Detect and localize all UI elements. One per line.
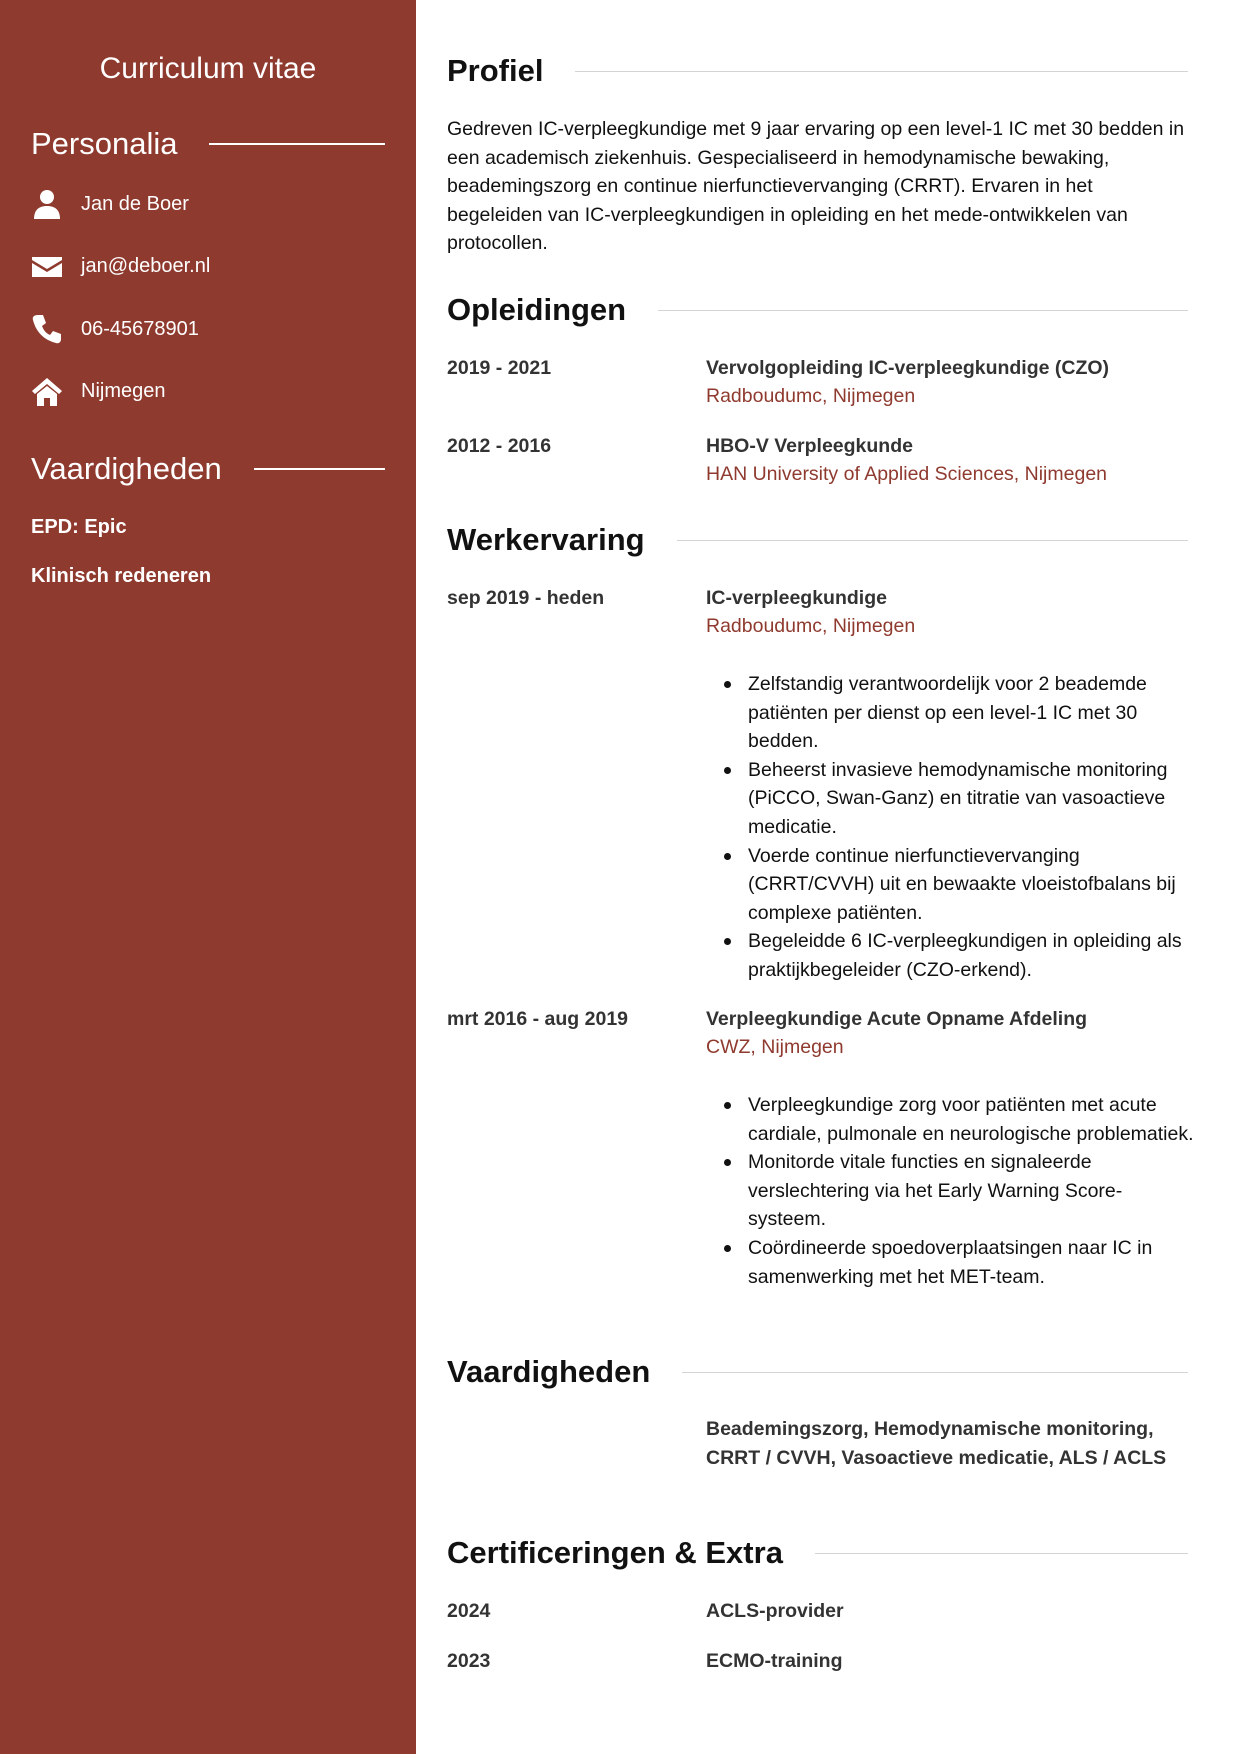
heading-divider <box>658 310 1188 311</box>
experience-date: mrt 2016 - aug 2019 <box>447 1008 629 1030</box>
skills-heading <box>447 1354 1188 1390</box>
contact-city-value: Nijmegen <box>81 379 166 402</box>
experience-bullets <box>706 1091 1194 1291</box>
heading-divider <box>254 468 385 470</box>
experience-employer: Radboudumc, Nijmegen <box>706 615 916 637</box>
heading-divider <box>815 1553 1188 1554</box>
contact-city <box>31 374 165 408</box>
education-heading-text: Opleidingen <box>447 292 627 327</box>
envelope-icon <box>31 249 65 283</box>
personalia-heading-text: Personalia <box>31 126 178 161</box>
contact-phone-value[interactable]: 06-45678901 <box>81 317 199 340</box>
sidebar-skill-item: EPD: Epic <box>31 516 127 538</box>
contact-phone <box>31 312 199 346</box>
contact-email-value[interactable]: jan@deboer.nl <box>81 254 211 277</box>
education-title: Vervolgopleiding IC-verpleegkundige (CZO) <box>706 357 1110 379</box>
experience-date: sep 2019 - heden <box>447 587 605 609</box>
bullet-item: Verpleegkundige zorg voor patiënten met acute cardiale, pulmonale en neurologische problematiek. <box>706 1091 1194 1148</box>
heading-divider <box>575 71 1188 72</box>
certification-year: 2024 <box>447 1600 491 1622</box>
heading-divider <box>209 143 385 145</box>
phone-icon <box>31 312 65 346</box>
experience-heading <box>447 522 1188 558</box>
education-title: HBO-V Verpleegkunde <box>706 435 913 457</box>
contact-email <box>31 249 210 283</box>
education-heading <box>447 292 1188 328</box>
heading-divider <box>677 540 1188 541</box>
bullet-item: Voerde continue nierfunctievervanging (CRRT/CVVH) uit en bewaakte vloeistofbalans bij complexe patiënten. <box>706 842 1194 928</box>
certifications-heading-text: Certificeringen & Extra <box>447 1535 783 1570</box>
sidebar-skills-heading-text: Vaardigheden <box>31 451 222 486</box>
bullet-item: Beheerst invasieve hemodynamische monitoring (PiCCO, Swan-Ganz) en titratie van vasoactieve medicatie. <box>706 756 1194 842</box>
experience-title: IC-verpleegkundige <box>706 587 887 609</box>
experience-bullets <box>706 670 1194 985</box>
certifications-heading <box>447 1535 1188 1571</box>
education-institution: Radboudumc, Nijmegen <box>706 385 916 407</box>
bullet-item: Coördineerde spoedoverplaatsingen naar IC in samenwerking met het MET-team. <box>706 1234 1194 1291</box>
experience-heading-text: Werkervaring <box>447 522 645 557</box>
sidebar-skill-item: Klinisch redeneren <box>31 565 212 587</box>
certification-title: ACLS-provider <box>706 1600 844 1622</box>
bullet-item: Zelfstandig verantwoordelijk voor 2 beademde patiënten per dienst op een level-1 IC met 30 bedden. <box>706 670 1194 756</box>
contact-name <box>31 187 189 221</box>
education-date: 2012 - 2016 <box>447 435 552 457</box>
heading-divider <box>682 1372 1188 1373</box>
cv-title: Curriculum vitae <box>99 52 317 85</box>
user-icon <box>31 187 65 221</box>
sidebar <box>0 0 416 1754</box>
experience-employer: CWZ, Nijmegen <box>706 1036 844 1058</box>
certification-title: ECMO-training <box>706 1650 843 1672</box>
profile-text: Gedreven IC-verpleegkundige met 9 jaar ervaring op een level-1 IC met 30 bedden in een academisch ziekenhuis. Gespecialiseerd in hemodynamische bewaking, beademingszorg en continue nierfunctievervanging (CRRT). Ervaren in het begeleiden van IC-verpleegkundigen in opleiding en het mede-ontwikkelen van protocollen. <box>447 118 1185 255</box>
contact-name-value: Jan de Boer <box>81 192 189 215</box>
experience-title: Verpleegkundige Acute Opname Afdeling <box>706 1008 1088 1030</box>
profile-heading <box>447 53 1188 89</box>
bullet-item: Monitorde vitale functies en signaleerde verslechtering via het Early Warning Score-systeem. <box>706 1148 1194 1234</box>
education-institution: HAN University of Applied Sciences, Nijmegen <box>706 463 1108 485</box>
education-date: 2019 - 2021 <box>447 357 552 379</box>
personalia-heading <box>31 126 385 162</box>
home-icon <box>31 374 65 408</box>
sidebar-skills-heading <box>31 451 385 487</box>
skills-list: Beademingszorg, Hemodynamische monitoring, CRRT / CVVH, Vasoactieve medicatie, ALS / ACLS <box>706 1418 1167 1469</box>
profile-heading-text: Profiel <box>447 53 544 88</box>
bullet-item: Begeleidde 6 IC-verpleegkundigen in opleiding als praktijkbegeleider (CZO-erkend). <box>706 927 1194 984</box>
skills-heading-text: Vaardigheden <box>447 1354 651 1389</box>
certification-year: 2023 <box>447 1650 491 1672</box>
